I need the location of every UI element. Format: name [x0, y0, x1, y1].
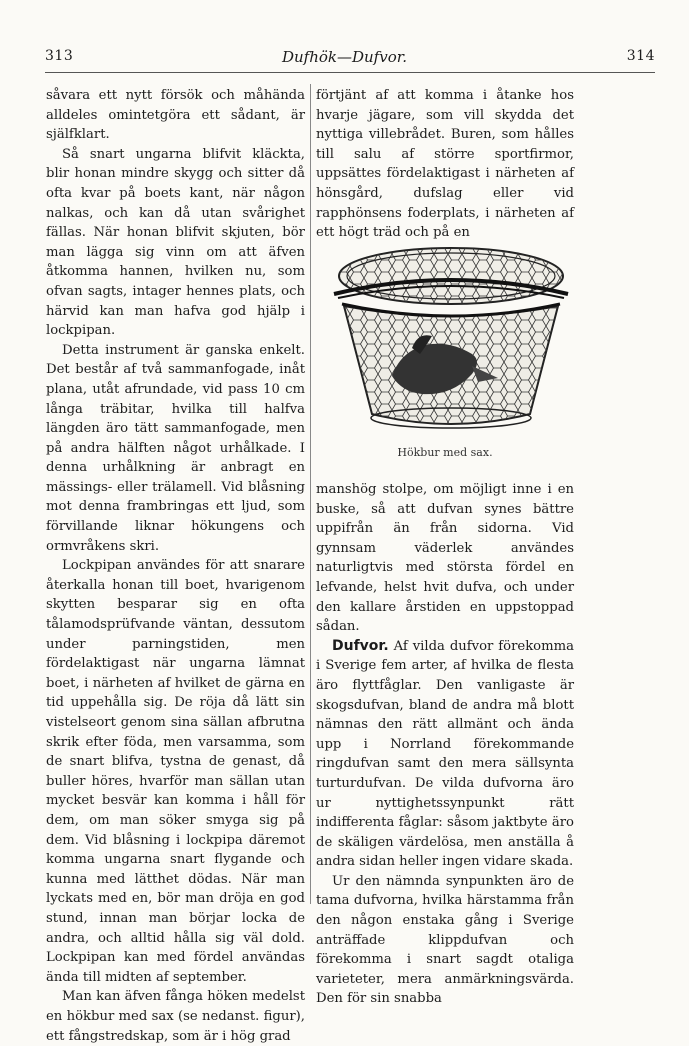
paragraph — [316, 637, 574, 872]
column-divider — [310, 84, 311, 904]
paragraph: Lockpipan användes för att snarare återkalla honan till boet, hvarigenom skytten besparar sig en ofta tålamodsprüfvande väntan, dessutom under parningstiden, men fördelaktigast när ungarna lämnat boet, i närheten af hvilket de gärna en tid uppehålla sig. De röja då lätt sin vistelseort genom sina sällan afbrutna skrik efter föda, men varsamma, som de snart blifva, tystna de genast, då buller höres, hvarför man sällan utan mycket besvär kan komma i håll för dem, om man söker smyga sig på dem. Vid blåsning i lockpipa däremot komma ungarna snart flygande och kunna med lätthet dödas. När man lyckats med en, bör man dröja en god stund, innan man börjar locka de andra, och alltid hålla sig väl dold. Lockpipan kan med fördel användas ända till midten af september. — [46, 558, 305, 985]
running-title: Dufhök—Dufvor. — [281, 48, 408, 66]
figure-caption: Hökbur med sax. — [397, 446, 493, 459]
paragraph: Man kan äfven fånga höken medelst en hökbur med sax (se nedanst. figur), ett fångstredskap, som är i hög grad — [46, 989, 305, 1044]
hawk-trap-illustration — [322, 236, 580, 436]
paragraph-text: Af vilda dufvor förekomma i Sverige fem arter, af hvilka de flesta äro flyttfåglar. Den vanligaste är skogsdufvan, bland de andra må blott nämnas den rätt allmänt och ända upp i Norrland förekommande ringdufvan samt den mera sällsynta turturdufvan. De vilda dufvorna äro ur nyttighetssynpunkt rätt indifferenta fåglar: såsom jaktbyte äro de skäligen värdelösa, men anställa å andra sidan heller ingen vidare skada. — [316, 638, 574, 870]
paragraph: Ur den nämnda synpunkten äro de tama dufvorna, hvilka härstamma från den någon enstaka gång i Sverige anträffade klippdufvan och förekomma i snart sagdt otaliga varieteter, mera anmärkningsvärda. Den för sin snabba — [316, 873, 574, 1007]
section-heading: Dufvor. — [332, 637, 389, 654]
paragraph: Så snart ungarna blifvit kläckta, blir honan mindre skygg och sitter då ofta kvar på boets kant, när någon nalkas, och kan då utan svårighet fällas. När honan blifvit skjuten, bör man lägga sig vinn om att äfven åtkomma hannen, hvilken nu, som ofvan sagts, intager hennes plats, och härvid kan man hafva god hjälp i lockpipan. — [46, 146, 305, 339]
header-rule — [45, 72, 655, 73]
right-column-bottom — [316, 480, 574, 1009]
page-number-left: 313 — [45, 48, 74, 64]
page-header — [0, 40, 689, 70]
hawk-cage-drawing — [322, 236, 580, 436]
paragraph: såvara ett nytt försök och måhända alldeles omintetgöra ett sådant, är själfklart. — [46, 88, 305, 143]
right-column-top — [316, 86, 574, 243]
paragraph: manshög stolpe, om möjligt inne i en buske, så att dufvan synes bättre uppifrån än från sidorna. Vid gynnsam väderlek användes naturligtvis med största fördel en lefvande, helst hvit dufva, och under den kallare årstiden en uppstoppad sådan. — [316, 482, 574, 635]
left-column — [46, 86, 305, 1046]
paragraph: förtjänt af att komma i åtanke hos hvarje jägare, som vill skydda det nyttiga villebrådet. Buren, som hålles till salu af större sportfirmor, uppsättes fördelaktigast i närheten af hönsgård, dufslag eller vid rapphönsens foderplats, i närheten af ett högt träd och på en — [316, 88, 574, 241]
page-number-right: 314 — [626, 48, 655, 64]
paragraph: Detta instrument är ganska enkelt. Det består af två sammanfogade, inåt plana, utåt afrundade, vid pass 10 cm långa träbitar, hvilka till halfva längden äro tätt sammanfogade, men på andra hälften något urhålkade. I denna urhålkning är anbragt en mässings- eller trälamell. Vid blåsning mot denna frambringas ett ljud, som förvillande liknar hökungens och ormvråkens skri. — [46, 342, 305, 554]
